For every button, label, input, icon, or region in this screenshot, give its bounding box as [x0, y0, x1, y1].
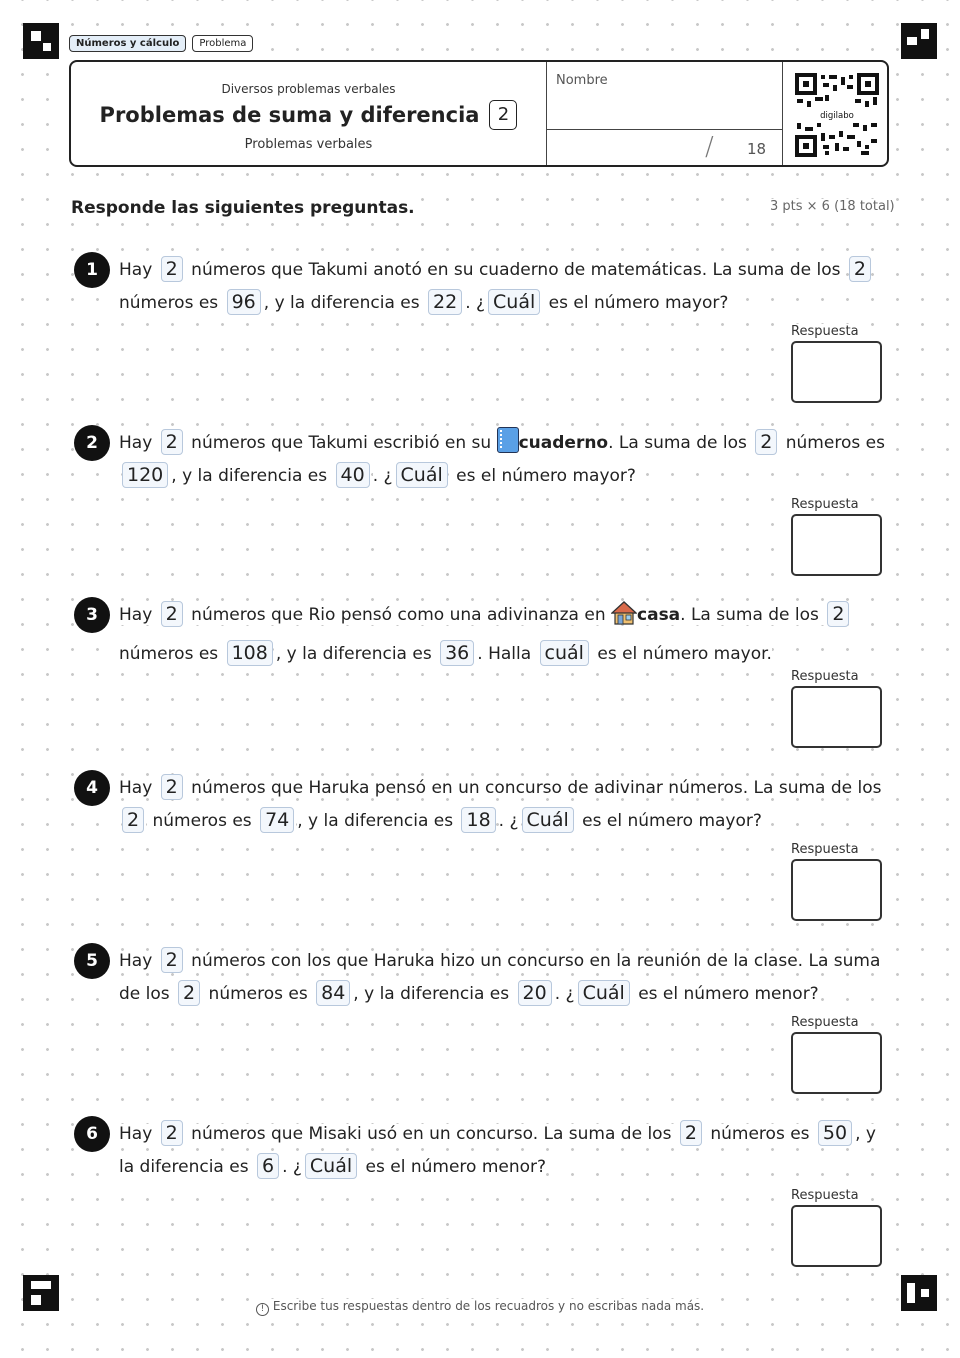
highlighted-value: 2 — [161, 1120, 183, 1146]
worksheet-number: 2 — [489, 100, 517, 130]
question-text-segment: es el número mayor. — [591, 644, 772, 664]
name-label: Nombre — [556, 73, 608, 88]
highlighted-value: cuál — [540, 640, 589, 666]
question-text-segment: es el número menor? — [632, 984, 819, 1004]
answer-box[interactable] — [791, 1032, 882, 1094]
keyword: casa — [637, 605, 681, 625]
question-text-segment: números es — [119, 293, 224, 313]
tag-subject: Números y cálculo — [69, 35, 186, 52]
question-number: 3 — [74, 597, 110, 633]
question-text-segment: números que Takumi anotó en su cuaderno de matemáticas. La suma de los — [185, 260, 846, 280]
highlighted-value: 108 — [227, 640, 273, 666]
question-5 — [74, 943, 894, 1103]
question-text-segment: Hay — [119, 605, 158, 625]
question-text-segment: números que Haruka pensó en un concurso de adivinar números. La suma de los — [185, 778, 882, 798]
worksheet-header — [69, 60, 889, 167]
question-text-segment: números que Takumi escribió en su — [185, 433, 497, 453]
answer-box[interactable] — [791, 1205, 882, 1267]
corner-marker-top-left — [23, 23, 59, 59]
qr-cell — [782, 62, 887, 165]
instructions: Responde las siguientes preguntas. — [71, 198, 415, 218]
answer-label: Respuesta — [791, 324, 859, 339]
question-text-segment: , y la diferencia es — [171, 466, 333, 486]
question-text-segment: . La suma de los — [680, 605, 825, 625]
highlighted-value: 36 — [440, 640, 474, 666]
highlighted-value: 120 — [122, 462, 168, 488]
notebook-icon — [497, 427, 519, 453]
footer-note — [0, 1299, 960, 1316]
highlighted-value: 2 — [122, 807, 144, 833]
highlighted-value: Cuál — [396, 462, 448, 488]
highlighted-value: 84 — [316, 980, 350, 1006]
question-text-segment: es el número mayor? — [576, 811, 762, 831]
footer-text: Escribe tus respuestas dentro de los recuadros y no escribas nada más. — [272, 1299, 705, 1313]
score-slash: / — [705, 132, 714, 162]
points-summary: 3 pts × 6 (18 total) — [770, 199, 895, 214]
question-text-segment: Hay — [119, 951, 158, 971]
qr-label: digilabo — [820, 111, 854, 121]
tag-type: Problema — [192, 35, 253, 52]
question-text-segment: Hay — [119, 1124, 158, 1144]
question-6 — [74, 1116, 894, 1276]
highlighted-value: 2 — [161, 947, 183, 973]
question-text-segment: . ¿ — [282, 1157, 302, 1177]
question-text-segment: . Halla — [477, 644, 537, 664]
highlighted-value: 18 — [461, 807, 495, 833]
question-text-segment: , y la diferencia es — [353, 984, 515, 1004]
question-text-segment: es el número mayor? — [543, 293, 729, 313]
highlighted-value: 40 — [336, 462, 370, 488]
answer-label: Respuesta — [791, 669, 859, 684]
question-number: 6 — [74, 1116, 110, 1152]
name-field[interactable] — [546, 62, 782, 130]
question-text-segment: . ¿ — [465, 293, 486, 313]
highlighted-value: 6 — [257, 1153, 279, 1179]
question-text-segment: números que Rio pensó como una adivinanza en — [185, 605, 612, 625]
question-text-segment: . ¿ — [498, 811, 519, 831]
answer-label: Respuesta — [791, 1015, 859, 1030]
corner-marker-top-right — [901, 23, 937, 59]
question-text-segment: Hay — [119, 260, 158, 280]
highlighted-value: 96 — [227, 289, 261, 315]
question-text — [119, 945, 889, 1011]
answer-box[interactable] — [791, 859, 882, 921]
answer-label: Respuesta — [791, 842, 859, 857]
worksheet-title: Problemas de suma y diferencia — [99, 103, 480, 127]
highlighted-value: 2 — [755, 429, 777, 455]
keyword: cuaderno — [518, 433, 609, 453]
question-text — [119, 254, 889, 320]
question-text-segment: , y la diferencia es — [263, 293, 425, 313]
question-text-segment: , y la diferencia es — [119, 1124, 876, 1177]
question-text — [119, 427, 889, 493]
highlighted-value: Cuál — [522, 807, 574, 833]
highlighted-value: 2 — [161, 429, 183, 455]
highlighted-value: 2 — [161, 256, 183, 282]
highlighted-value: Cuál — [305, 1153, 357, 1179]
footer-wrap — [252, 1299, 708, 1313]
worksheet-category: Problemas verbales — [244, 137, 373, 152]
question-3 — [74, 597, 894, 757]
question-text-segment: números es — [203, 984, 314, 1004]
question-text-segment: , y la diferencia es — [275, 644, 438, 664]
question-text — [119, 599, 889, 671]
highlighted-value: Cuál — [488, 289, 540, 315]
question-text — [119, 772, 889, 838]
house-icon — [611, 600, 637, 638]
answer-box[interactable] — [791, 514, 882, 576]
question-text-segment: . ¿ — [554, 984, 575, 1004]
highlighted-value: 20 — [518, 980, 552, 1006]
question-text-segment: Hay — [119, 778, 158, 798]
title-row — [71, 100, 546, 130]
question-text-segment: , y la diferencia es — [297, 811, 459, 831]
answer-box[interactable] — [791, 341, 882, 403]
question-number: 5 — [74, 943, 110, 979]
highlighted-value: 2 — [827, 601, 849, 627]
highlighted-value: 22 — [428, 289, 462, 315]
question-text-segment: números es — [780, 433, 885, 453]
question-4 — [74, 770, 894, 930]
worksheet-subtitle: Diversos problemas verbales — [221, 82, 396, 96]
question-text-segment: números que Misaki usó en un concurso. La suma de los — [185, 1124, 677, 1144]
highlighted-value: 50 — [818, 1120, 852, 1146]
question-2 — [74, 425, 894, 585]
highlighted-value: Cuál — [578, 980, 630, 1006]
info-icon: ! — [256, 1303, 269, 1316]
tag-list — [69, 35, 253, 52]
highlighted-value: 2 — [849, 256, 871, 282]
question-text — [119, 1118, 889, 1184]
answer-label: Respuesta — [791, 497, 859, 512]
question-text-segment: números es — [119, 644, 224, 664]
highlighted-value: 2 — [161, 601, 183, 627]
title-area — [71, 62, 546, 165]
answer-box[interactable] — [791, 686, 882, 748]
highlighted-value: 2 — [680, 1120, 702, 1146]
question-1 — [74, 252, 894, 412]
answer-label: Respuesta — [791, 1188, 859, 1203]
question-text-segment: números es — [147, 811, 258, 831]
question-text-segment: es el número mayor? — [450, 466, 636, 486]
highlighted-value: 2 — [178, 980, 200, 1006]
score-field[interactable] — [546, 130, 782, 165]
question-text-segment: . La suma de los — [608, 433, 753, 453]
question-number: 1 — [74, 252, 110, 288]
score-total: 18 — [747, 140, 767, 158]
question-text-segment: números con los que Haruka hizo un concurso en la reunión de la clase. La suma de los — [119, 951, 881, 1004]
question-text-segment: es el número menor? — [360, 1157, 547, 1177]
highlighted-value: 74 — [260, 807, 294, 833]
question-number: 4 — [74, 770, 110, 806]
qr-code-icon — [795, 73, 879, 157]
question-text-segment: . ¿ — [372, 466, 393, 486]
question-text-segment: números es — [704, 1124, 815, 1144]
question-number: 2 — [74, 425, 110, 461]
question-text-segment: Hay — [119, 433, 158, 453]
highlighted-value: 2 — [161, 774, 183, 800]
